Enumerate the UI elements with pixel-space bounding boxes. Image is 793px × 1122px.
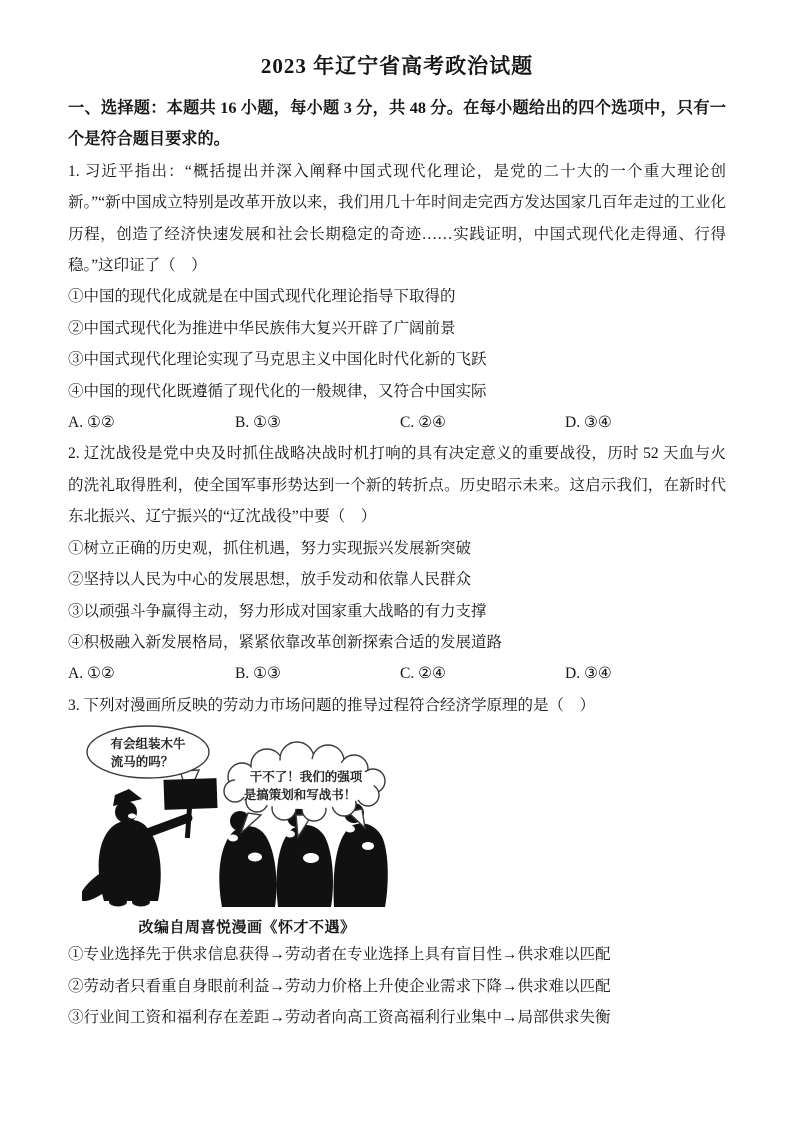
recruiter-arm [142, 818, 188, 835]
question-2-option-4: ④积极融入新发展格局，紧紧依靠改革创新探索合适的发展道路 [68, 633, 503, 651]
question-2-option-2: ②坚持以人民为中心的发展思想，放手发动和依靠人民群众 [68, 571, 472, 589]
question-1-choice-a: A. ①② [68, 414, 115, 432]
jobseeker-2-face [285, 831, 295, 838]
question-1-choices [68, 407, 726, 438]
question-1 [68, 156, 726, 439]
recruiter-foot [132, 898, 150, 907]
question-2-choice-c: C. ②④ [400, 665, 446, 683]
question-3-option-3: ③行业间工资和福利存在差距→劳动者向高工资高福利行业集中→局部供求失衡 [68, 1008, 611, 1026]
question-2 [68, 438, 726, 689]
jobseeker-2-body [277, 825, 333, 907]
recruit-sign [163, 778, 217, 810]
jobseeker-3-face [345, 826, 355, 833]
question-2-choice-d: D. ③④ [565, 665, 612, 683]
section-header: 一、选择题：本题共 16 小题，每小题 3 分，共 48 分。在每小题给出的四个选项中，只有一个是符合题目要求的。 [68, 99, 726, 149]
cartoon-figure [82, 725, 412, 937]
jobseeker-1-face [228, 835, 238, 842]
cartoon-image [82, 725, 412, 911]
question-1-choice-c: C. ②④ [400, 414, 446, 432]
question-3 [68, 690, 726, 1034]
recruiter-head [115, 801, 137, 823]
cartoon-caption: 改编自周喜悦漫画《怀才不遇》 [138, 920, 356, 937]
speech-bubble-right-line-2: 是搞策划和写战书！ [243, 788, 357, 803]
question-2-choice-b: B. ①③ [235, 665, 281, 683]
question-2-choice-a: A. ①② [68, 665, 115, 683]
jobseeker-1-body [219, 826, 276, 907]
question-2-option-1: ①树立正确的历史观，抓住机遇，努力实现振兴发展新突破 [68, 539, 472, 557]
question-1-choice-d: D. ③④ [565, 414, 612, 432]
page-content [68, 50, 726, 1033]
question-2-option-3: ③以顽强斗争赢得主动，努力形成对国家重大战略的有力支撑 [68, 602, 487, 620]
question-2-stem: 2. 辽沈战役是党中央及时抓住战略决战时机打响的具有决定意义的重要战役，历时 52 天血与火的洗礼取得胜利，使全国军事形势达到一个新的转折点。历史昭示未来。这启示我们，在新时代东北振兴、辽宁振兴的“辽沈战役”中要（ ） [68, 445, 726, 526]
speech-bubble-left-line-2: 流马的吗？ [110, 755, 174, 770]
question-1-stem: 1. 习近平指出：“概括提出并深入阐释中国式现代化理论，是党的二十大的一个重大理论创新。”“新中国成立特别是改革开放以来，我们用几十年时间走完西方发达国家几百年走过的工业化历程，创造了经济快速发展和社会长期稳定的奇迹……实践证明，中国式现代化走得通、行得稳。”这印证了（ ） [68, 162, 726, 275]
question-2-choices [68, 658, 726, 689]
question-1-option-2: ②中国式现代化为推进中华民族伟大复兴开辟了广阔前景 [68, 319, 456, 337]
jobseeker-3-hand [362, 842, 374, 850]
jobseeker-3-body [334, 824, 388, 908]
question-3-option-1: ①专业选择先于供求信息获得→劳动者在专业选择上具有盲目性→供求难以匹配 [68, 946, 611, 964]
speech-bubble-right-line-1: 干不了！我们的强项 [249, 770, 363, 785]
question-3-stem: 3. 下列对漫画所反映的劳动力市场问题的推导过程符合经济学原理的是（ ） [68, 696, 596, 714]
recruiter-face [128, 814, 136, 819]
question-1-choice-b: B. ①③ [235, 414, 281, 432]
cartoon-recruiter-figure [82, 770, 218, 907]
recruiter-foot [109, 898, 127, 907]
speech-bubble-left [87, 726, 209, 778]
question-3-option-2: ②劳动者只看重自身眼前利益→劳动力价格上升使企业需求下降→供求难以匹配 [68, 977, 611, 995]
question-1-option-4: ④中国的现代化既遵循了现代化的一般规律，又符合中国实际 [68, 382, 487, 400]
speech-bubble-left-line-1: 有会组装木牛 [110, 737, 186, 752]
jobseeker-2-hands [303, 853, 319, 863]
question-1-option-1: ①中国的现代化成就是在中国式现代化理论指导下取得的 [68, 288, 456, 306]
page-title: 2023 年辽宁省高考政治试题 [260, 54, 534, 78]
question-1-option-3: ③中国式现代化理论实现了马克思主义中国化时代化新的飞跃 [68, 351, 487, 369]
jobseeker-1-hands [248, 853, 262, 862]
